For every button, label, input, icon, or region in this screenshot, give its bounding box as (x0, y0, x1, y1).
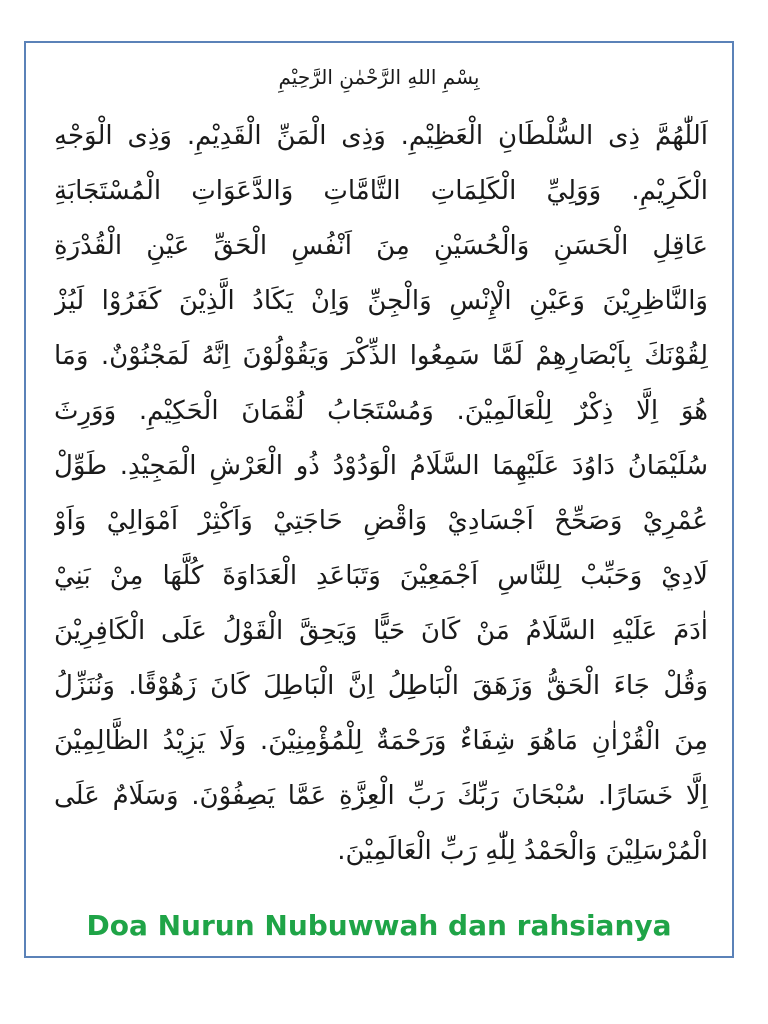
prayer-line: وَقُلْ جَاءَ الْحَقُّ وَزَهَقَ الْبَاطِلُ اِنَّ الْبَاطِلَ كَانَ زَهُوْقًا. وَنُنَزِّلُ (54, 671, 708, 701)
prayer-line: عَاقِلِ الْحَسَنِ وَالْحُسَيْنِ مِنَ اَنْفُسِ الْحَقِّ عَيْنِ الْقُدْرَةِ (54, 231, 708, 261)
prayer-line: عُمْرِيْ وَصَحِّحْ اَجْسَادِيْ وَاقْضِ حَاجَتِيْ وَاَكْثِرْ اَمْوَالِيْ وَاَوْ (54, 506, 708, 536)
basmala-heading: بِسْمِ اللهِ الرَّحْمٰنِ الرَّحِيْمِ (278, 65, 480, 89)
document-frame (24, 41, 734, 958)
prayer-line: اِلَّا خَسَارًا. سُبْحَانَ رَبِّكَ رَبِّ الْعِزَّةِ عَمَّا يَصِفُوْنَ. وَسَلَامٌ عَلَى (54, 781, 708, 811)
prayer-text (54, 109, 708, 879)
prayer-line: اَللّٰهُمَّ ذِى السُّلْطَانِ الْعَظِيْمِ. وَذِى الْمَنِّ الْقَدِيْمِ. وَذِى الْوَجْهِ (54, 121, 708, 151)
prayer-line: سُلَيْمَانُ دَاوُدَ عَلَيْهِمَا السَّلَامُ الْوَدُوْدُ ذُو الْعَرْشِ الْمَجِيْدِ. طَوِّلْ (54, 451, 708, 481)
prayer-line: الْكَرِيْمِ. وَوَلِيِّ الْكَلِمَاتِ التَّامَّاتِ وَالدَّعَوَاتِ الْمُسْتَجَابَةِ (54, 176, 708, 206)
caption-title: Doa Nurun Nubuwwah dan rahsianya (86, 909, 672, 942)
prayer-line: هُوَ اِلَّا ذِكْرٌ لِلْعَالَمِيْنَ. وَمُسْتَجَابُ لُقْمَانَ الْحَكِيْمِ. وَوَرِثَ (54, 396, 708, 426)
prayer-line: اٰدَمَ عَلَيْهِ السَّلَامُ مَنْ كَانَ حَيًّا وَيَحِقَّ الْقَوْلُ عَلَى الْكَافِرِيْنَ (54, 616, 708, 646)
prayer-line: الْمُرْسَلِيْنَ وَالْحَمْدُ لِلّٰهِ رَبِّ الْعَالَمِيْنَ. (337, 836, 708, 866)
prayer-line: لَادِيْ وَحَبِّبْ لِلنَّاسِ اَجْمَعِيْنَ وَتَبَاعَدِ الْعَدَاوَةَ كُلَّهَا مِنْ بَنِيْ (54, 561, 708, 591)
prayer-line: وَالنَّاظِرِيْنَ وَعَيْنِ الْإِنْسِ وَالْجِنِّ وَاِنْ يَكَادُ الَّذِيْنَ كَفَرُوْا لَيُزْ (54, 286, 708, 316)
prayer-line: لِقُوْنَكَ بِاَبْصَارِهِمْ لَمَّا سَمِعُوا الذِّكْرَ وَيَقُوْلُوْنَ اِنَّهُ لَمَجْنُوْنٌ. وَمَا (54, 341, 708, 371)
prayer-line: مِنَ الْقُرْاٰنِ مَاهُوَ شِفَاءٌ وَرَحْمَةٌ لِلْمُؤْمِنِيْنَ. وَلَا يَزِيْدُ الظَّالِمِيْنَ (54, 726, 708, 756)
